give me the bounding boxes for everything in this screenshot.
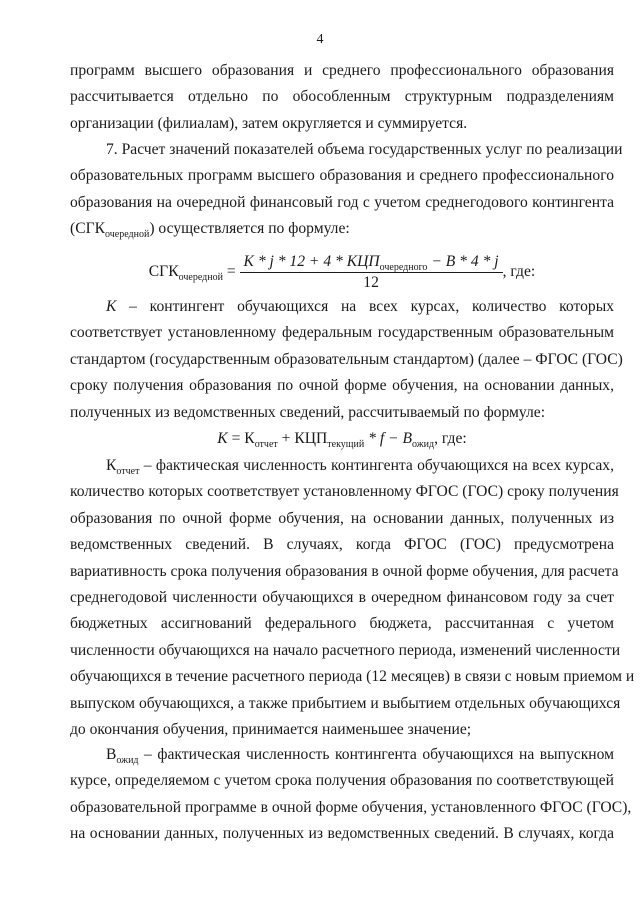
subscript: очередной (105, 229, 150, 241)
formula-denominator: 12 (363, 274, 379, 291)
text-line: на основании данных, полученных из ведомственных сведений. В случаях, когда (70, 825, 614, 843)
text-line: образования по очной форме обучения, на основании данных, полученных из (70, 509, 614, 527)
paragraph-5 (70, 742, 632, 848)
text-line: сроку получения образования по очной форме обучения, на основании данных, (70, 377, 614, 395)
formula-term: K (217, 430, 228, 447)
text-line: бюджетных ассигнований федерального бюджета, рассчитанная с учетом (70, 615, 614, 633)
text-line: вариативность срока получения образования в очной форме обучения, для расчета (70, 562, 619, 580)
subscript: ожид (116, 755, 139, 767)
paragraph-3 (70, 294, 623, 426)
formula-term: + КЦП (277, 430, 328, 447)
text-line: выпуском обучающихся, а также прибытием и выбытием отдельных обучающихся (70, 694, 621, 712)
subscript: текущий (327, 439, 365, 451)
text-line: образовательных программ высшего образования и среднего профессионального (70, 167, 614, 185)
subscript: очередного (379, 262, 428, 274)
text-line: 7. Расчет значений показателей объема государственных услуг по реализации (106, 141, 623, 158)
formula-term: K * j * 12 + 4 * КЦП (243, 253, 380, 270)
text-line (70, 294, 614, 320)
text-line (70, 216, 614, 242)
text-line: стандартом (государственным образовательным стандартом) (далее – ФГОС (ГОС) (70, 350, 623, 368)
paragraph-2 (70, 137, 623, 243)
formula-fraction (240, 252, 503, 293)
text-line: количество которых соответствует установленному ФГОС (ГОС) сроку получения (70, 483, 619, 501)
text-line: численности обучающихся на начало расчетного периода, изменений численности (70, 641, 621, 659)
paragraph-4 (70, 453, 635, 743)
formula-term: = К (227, 430, 255, 447)
formula-tail: , где: (434, 430, 467, 447)
text-line: среднегодовой численности обучающихся в очередном финансовом году за счет (70, 588, 614, 606)
subscript: ожид (412, 439, 435, 451)
text-run: (СГК (70, 220, 106, 238)
symbol: К (106, 457, 117, 474)
text-line: обучающихся в течение расчетного периода (12 месяцев) в связи с новым приемом и (70, 668, 635, 686)
text-run: контингент обучающихся на всех курсах, количество которых (149, 298, 614, 315)
symbol: В (106, 746, 117, 763)
text-line: до окончания обучения, принимается наименьшее значение; (70, 720, 472, 738)
text-line: курсе, определяемом с учетом срока получения образования по соответствующей (70, 772, 614, 790)
text-line: образовательной программе в очной форме обучения, установленного ФГОС (ГОС), (70, 798, 632, 816)
paragraph-1 (70, 58, 614, 137)
text-run: – фактическая численность контингента обучающихся на всех курсах, (139, 457, 614, 474)
formula-tail: , где: (502, 263, 536, 281)
symbol: K – (106, 298, 137, 315)
text-line: образования на очередной финансовый год с учетом среднегодового контингента (70, 193, 614, 211)
text-line (70, 453, 614, 479)
page-number: 4 (316, 32, 324, 47)
formula-term: * f − В (364, 430, 412, 447)
text-line: организации (филиалам), затем округляется и суммируется. (70, 114, 468, 132)
text-run: ) осуществляется по формуле: (149, 220, 350, 238)
text-line (70, 742, 614, 768)
text-line: ведомственных сведений. В случаях, когда ФГОС (ГОС) предусмотрена (70, 536, 614, 554)
subscript: отчет (254, 439, 278, 451)
text-line: соответствует установленному федеральным государственным образовательным (70, 324, 614, 342)
formula-eq: = (222, 263, 240, 281)
formula-term: − B * 4 * j (427, 253, 499, 270)
subscript: очередной (178, 272, 223, 284)
subscript: отчет (116, 466, 140, 478)
text-line: рассчитывается отдельно по обособленным структурным подразделениям (70, 88, 614, 106)
formula-numerator (240, 252, 503, 273)
formula-sgk (70, 252, 614, 293)
text-line: полученных из ведомственных сведений, рассчитываемый по формуле: (70, 403, 546, 421)
text-run: – фактическая численность контингента обучающихся на выпускном (138, 746, 614, 763)
text-line: программ высшего образования и среднего профессионального образования (70, 62, 614, 79)
formula-k (70, 426, 614, 452)
formula-lhs: СГК (148, 263, 179, 281)
